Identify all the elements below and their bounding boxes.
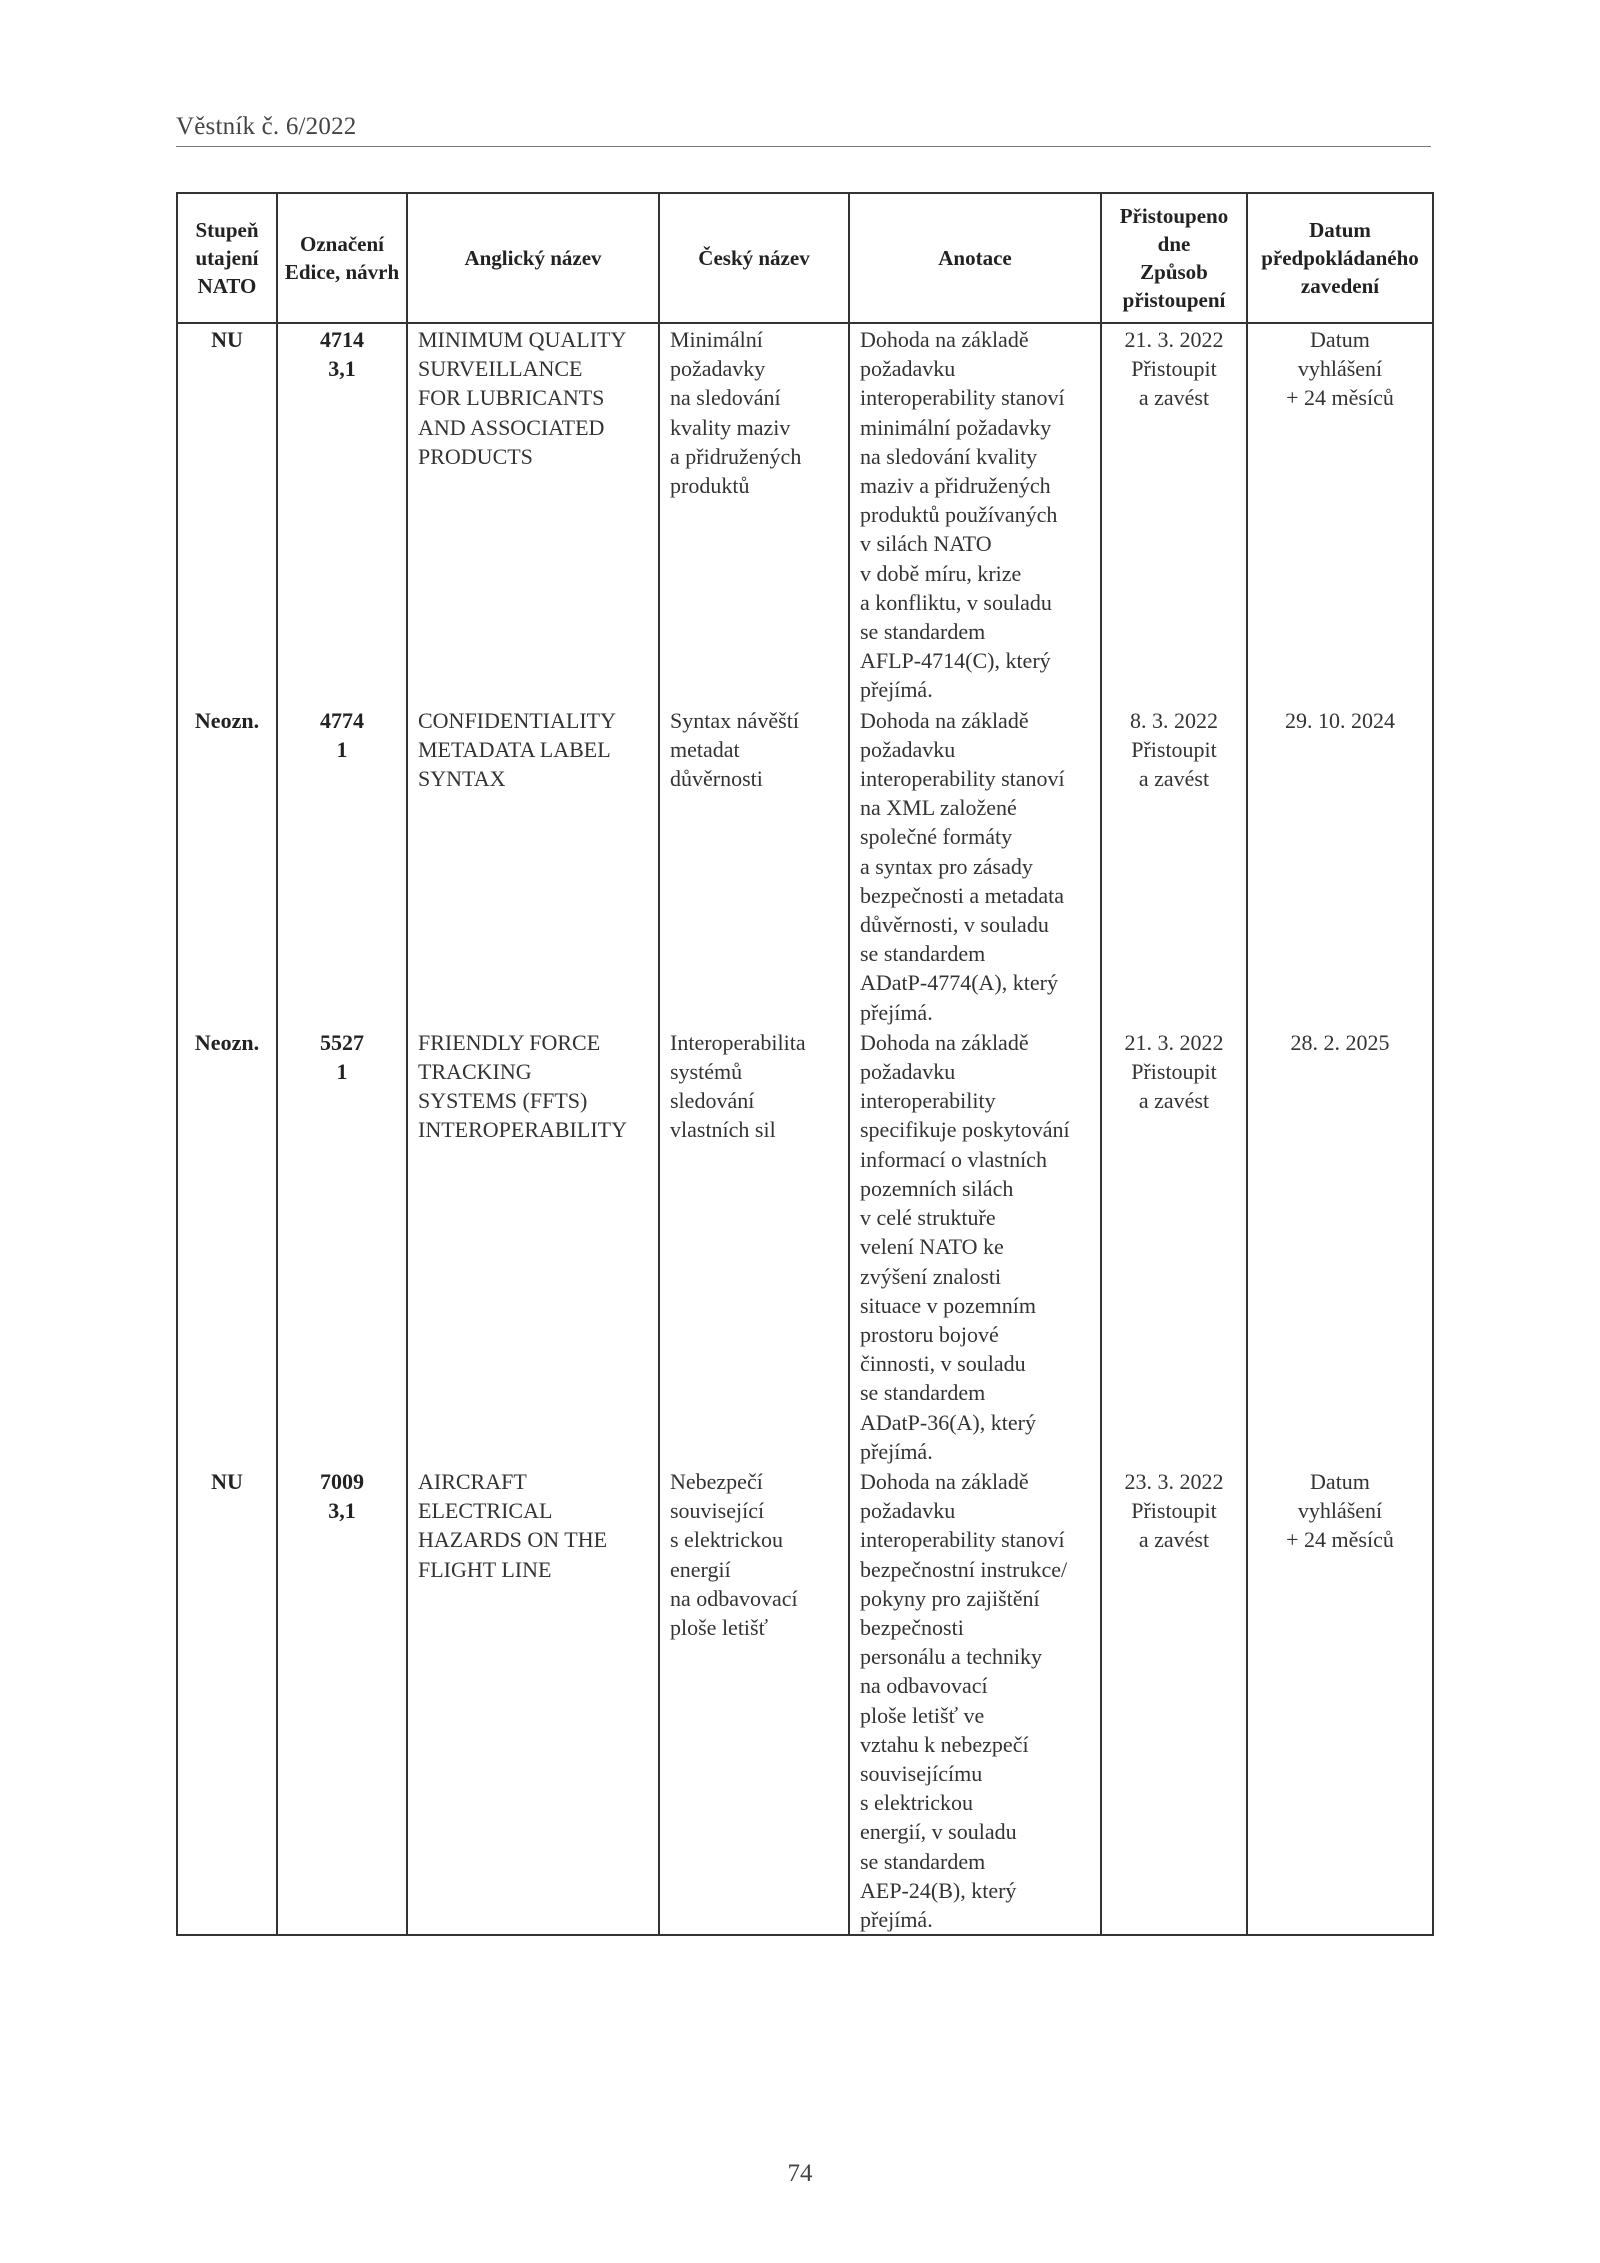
col-header-accession [1101, 193, 1247, 323]
cell-line: HAZARDS ON THE [418, 1527, 608, 1553]
page-number: 74 [787, 2160, 813, 2187]
cell-annotation [849, 1027, 1101, 1466]
cell-line: Neozn. [194, 1029, 260, 1055]
cell-line: vyhlášení [1297, 1498, 1383, 1524]
cell-line: 4774 [320, 707, 364, 733]
cell-line: TRACKING [418, 1059, 532, 1085]
cell-level [177, 705, 277, 1027]
cell-accession [1101, 705, 1247, 1027]
col-header-designation [277, 193, 407, 323]
cell-line: požadavku [860, 356, 956, 382]
cell-line: na sledování [670, 385, 781, 411]
cell-level [177, 1466, 277, 1935]
cell-line: se standardem [860, 941, 986, 967]
cell-line: se standardem [860, 619, 986, 645]
cell-line: požadavku [860, 736, 956, 762]
cell-line: MINIMUM QUALITY [418, 327, 627, 352]
cell-line: Anglický název [464, 246, 602, 270]
cell-english-name [407, 323, 659, 705]
cell-line: FLIGHT LINE [418, 1556, 552, 1582]
cell-line: přejímá. [860, 1906, 933, 1932]
cell-line: interoperability [860, 1088, 996, 1114]
cell-line: přejímá. [860, 677, 933, 703]
cell-line: a syntax pro zásady [860, 853, 1033, 879]
cell-line: NU [211, 1468, 243, 1494]
cell-line: zvýšení znalosti [860, 1263, 1002, 1289]
cell-line: sledování [670, 1088, 755, 1114]
cell-line: Přistoupit [1131, 1498, 1217, 1524]
cell-line: přejímá. [860, 1438, 933, 1464]
cell-line: + 24 měsíců [1286, 1527, 1394, 1553]
cell-line: dne [1157, 232, 1191, 256]
cell-line: FOR LUBRICANTS [418, 385, 605, 411]
table-row [177, 1466, 1433, 1935]
cell-line: přejímá. [860, 999, 933, 1025]
cell-line: požadavku [860, 1059, 956, 1085]
cell-accession [1101, 1027, 1247, 1466]
cell-line: bezpečnostní instrukce/ [860, 1556, 1068, 1582]
cell-line: NU [211, 327, 243, 352]
cell-line: Datum [1310, 1468, 1370, 1494]
cell-line: požadavku [860, 1498, 956, 1524]
cell-line: 29. 10. 2024 [1285, 707, 1395, 733]
cell-line: interoperability stanoví [860, 766, 1065, 792]
cell-line: interoperability stanoví [860, 385, 1065, 411]
cell-czech-name [659, 1027, 849, 1466]
cell-line: vlastních sil [670, 1117, 776, 1143]
cell-line: společné formáty [860, 824, 1013, 850]
cell-line: důvěrnosti, v souladu [860, 912, 1049, 938]
cell-english-name [407, 1027, 659, 1466]
cell-line: 8. 3. 2022 [1130, 707, 1218, 733]
cell-line: Syntax návěští [670, 707, 799, 733]
cell-line: bezpečnosti a metadata [860, 882, 1065, 908]
cell-level [177, 1027, 277, 1466]
cell-line: maziv a přidružených [860, 473, 1051, 499]
col-header-annotation [849, 193, 1101, 323]
cell-line: 21. 3. 2022 [1124, 1029, 1224, 1055]
header-rule [176, 146, 1431, 147]
cell-line: prostoru bojové [860, 1321, 999, 1347]
cell-line: Nebezpečí [670, 1468, 763, 1494]
cell-line: Neozn. [194, 707, 260, 733]
cell-line: na odbavovací [860, 1673, 988, 1699]
cell-line: 23. 3. 2022 [1124, 1468, 1224, 1494]
cell-line: produktů používaných [860, 502, 1058, 528]
table-row [177, 1027, 1433, 1466]
cell-line: 7009 [320, 1468, 364, 1494]
col-header-level [177, 193, 277, 323]
cell-implementation-date [1247, 1466, 1433, 1935]
cell-line: 3,1 [328, 1498, 356, 1524]
cell-line: Interoperabilita [670, 1029, 806, 1055]
cell-line: ADatP-4774(A), který [860, 970, 1058, 996]
cell-line: NATO [197, 274, 257, 298]
cell-line: produktů [670, 473, 750, 499]
cell-line: 1 [336, 736, 348, 762]
cell-line: SURVEILLANCE [418, 356, 583, 382]
cell-line: související [670, 1498, 765, 1524]
cell-line: SYNTAX [418, 766, 506, 792]
cell-english-name [407, 705, 659, 1027]
cell-line: Stupeň [195, 218, 259, 242]
cell-line: v silách NATO [860, 531, 992, 557]
cell-line: na sledování kvality [860, 443, 1038, 469]
cell-line: vztahu k nebezpečí [860, 1731, 1029, 1757]
cell-line: Minimální [670, 327, 763, 352]
cell-line: s elektrickou [670, 1527, 784, 1553]
cell-line: bezpečnosti [860, 1614, 964, 1640]
cell-line: PRODUCTS [418, 443, 533, 469]
cell-line: SYSTEMS (FFTS) [418, 1088, 588, 1114]
cell-line: + 24 měsíců [1286, 385, 1394, 411]
cell-line: kvality maziv [670, 414, 791, 440]
cell-line: AIRCRAFT [418, 1468, 527, 1494]
table-row [177, 705, 1433, 1027]
cell-line: informací o vlastních [860, 1146, 1047, 1172]
cell-accession [1101, 1466, 1247, 1935]
cell-line: Dohoda na základě [860, 707, 1029, 733]
cell-annotation [849, 705, 1101, 1027]
cell-czech-name [659, 705, 849, 1027]
cell-line: ADatP-36(A), který [860, 1409, 1036, 1435]
cell-line: velení NATO ke [860, 1234, 1004, 1260]
cell-line: a konfliktu, v souladu [860, 589, 1052, 615]
cell-designation [277, 1027, 407, 1466]
cell-accession [1101, 323, 1247, 705]
cell-line: se standardem [860, 1380, 986, 1406]
cell-line: ELECTRICAL [418, 1498, 553, 1524]
cell-line: předpokládaného [1261, 246, 1419, 270]
col-header-english-name [407, 193, 659, 323]
cell-line: energií [670, 1556, 731, 1582]
cell-line: 3,1 [328, 356, 356, 382]
cell-line: CONFIDENTIALITY [418, 707, 616, 733]
cell-line: systémů [670, 1059, 743, 1085]
cell-line: Přistoupit [1131, 1059, 1217, 1085]
cell-line: 1 [336, 1059, 348, 1085]
cell-line: souvisejícímu [860, 1760, 983, 1786]
cell-line: METADATA LABEL [418, 736, 611, 762]
cell-implementation-date [1247, 705, 1433, 1027]
cell-line: a zavést [1138, 1527, 1210, 1553]
cell-designation [277, 1466, 407, 1935]
cell-line: Edice, návrh [284, 260, 400, 284]
cell-designation [277, 705, 407, 1027]
cell-line: požadavky [670, 356, 766, 382]
cell-annotation [849, 1466, 1101, 1935]
cell-line: AFLP-4714(C), který [860, 648, 1051, 674]
cell-line: a zavést [1138, 1088, 1210, 1114]
cell-line: Dohoda na základě [860, 1029, 1029, 1055]
running-title: Věstník č. 6/2022 [176, 113, 357, 140]
cell-line: minimální požadavky [860, 414, 1052, 440]
cell-line: pokyny pro zajištění [860, 1585, 1040, 1611]
cell-line: 28. 2. 2025 [1290, 1029, 1390, 1055]
cell-line: a zavést [1138, 766, 1210, 792]
cell-line: a zavést [1138, 385, 1210, 411]
table-row [177, 323, 1433, 705]
cell-czech-name [659, 323, 849, 705]
cell-line: s elektrickou [860, 1790, 974, 1816]
cell-line: AND ASSOCIATED [418, 414, 605, 440]
col-header-czech-name [659, 193, 849, 323]
cell-line: Český název [698, 246, 810, 270]
cell-english-name [407, 1466, 659, 1935]
cell-line: interoperability stanoví [860, 1527, 1065, 1553]
cell-line: 4714 [320, 327, 364, 352]
cell-line: Způsob [1140, 260, 1208, 284]
cell-line: zavedení [1300, 274, 1380, 298]
cell-line: situace v pozemním [860, 1292, 1036, 1318]
cell-line: Dohoda na základě [860, 327, 1029, 352]
cell-line: personálu a techniky [860, 1644, 1043, 1670]
cell-line: v celé struktuře [860, 1205, 996, 1231]
cell-implementation-date [1247, 323, 1433, 705]
cell-line: na XML založené [860, 795, 1017, 821]
cell-line: pozemních silách [860, 1175, 1014, 1201]
cell-line: vyhlášení [1297, 356, 1383, 382]
cell-line: INTEROPERABILITY [418, 1117, 627, 1143]
cell-implementation-date [1247, 1027, 1433, 1466]
cell-line: a přidružených [670, 443, 802, 469]
cell-line: FRIENDLY FORCE [418, 1029, 601, 1055]
cell-line: Datum [1309, 218, 1371, 242]
cell-line: energií, v souladu [860, 1819, 1017, 1845]
cell-annotation [849, 323, 1101, 705]
cell-line: 5527 [320, 1029, 364, 1055]
cell-line: Přistoupeno [1119, 204, 1229, 228]
cell-line: Přistoupit [1131, 736, 1217, 762]
cell-level [177, 323, 277, 705]
cell-line: AEP-24(B), který [860, 1877, 1017, 1903]
cell-line: utajení [195, 246, 259, 270]
cell-line: metadat [670, 736, 740, 762]
cell-line: činnosti, v souladu [860, 1351, 1026, 1377]
cell-line: Anotace [938, 246, 1012, 270]
cell-line: ploše letišť [670, 1614, 769, 1640]
cell-line: 21. 3. 2022 [1124, 327, 1224, 352]
cell-line: specifikuje poskytování [860, 1117, 1070, 1143]
cell-line: Dohoda na základě [860, 1468, 1029, 1494]
cell-line: důvěrnosti [670, 766, 763, 792]
cell-line: přistoupení [1122, 288, 1226, 312]
cell-line: Datum [1310, 327, 1370, 352]
cell-line: v době míru, krize [860, 560, 1022, 586]
table-header-row [177, 193, 1433, 323]
cell-line: na odbavovací [670, 1585, 798, 1611]
stanag-table [176, 192, 1434, 1936]
cell-line: ploše letišť ve [860, 1702, 985, 1728]
cell-designation [277, 323, 407, 705]
cell-czech-name [659, 1466, 849, 1935]
cell-line: se standardem [860, 1848, 986, 1874]
cell-line: Přistoupit [1131, 356, 1217, 382]
cell-line: Označení [300, 232, 384, 256]
col-header-implementation-date [1247, 193, 1433, 323]
